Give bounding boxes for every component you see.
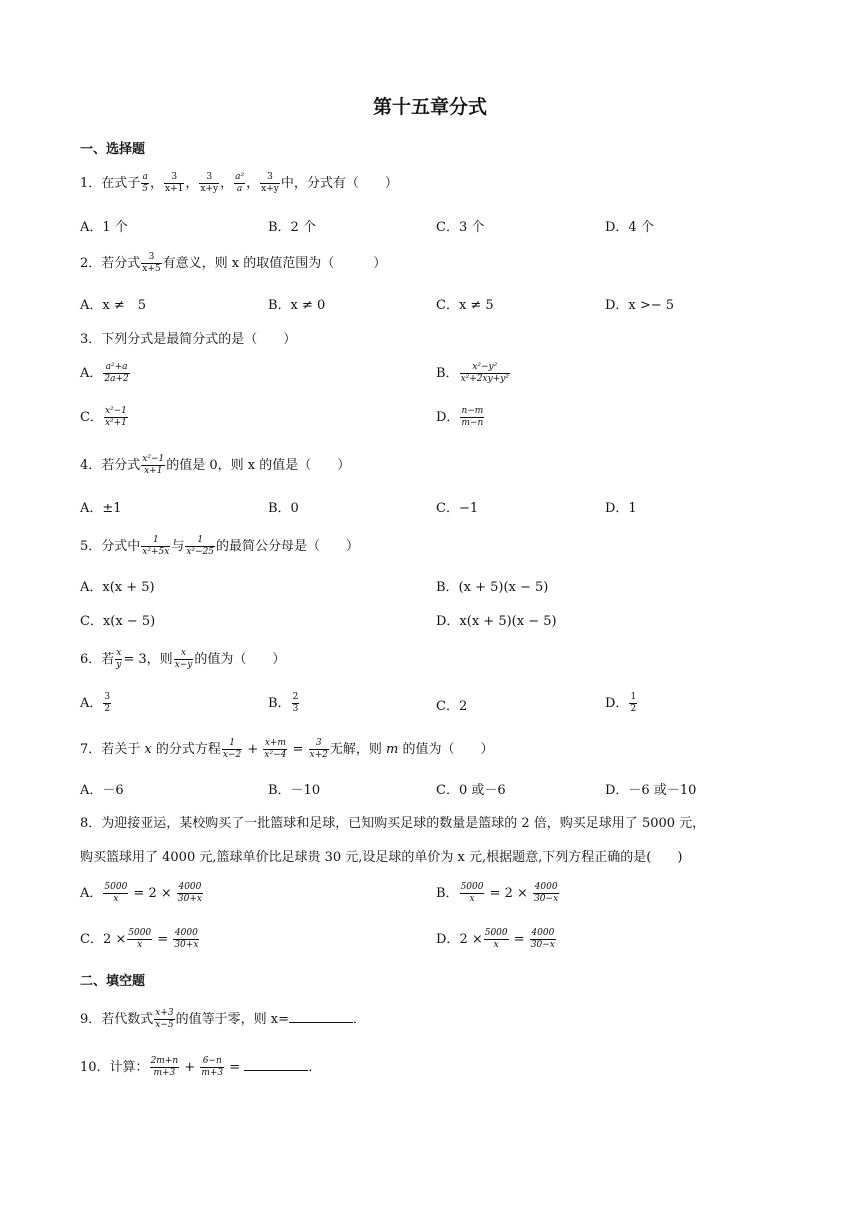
fraction: $\frac{\text{x²−y²}}{\text{x²+2xy+y²}}$ xyxy=(460,362,509,384)
question-text: 的值是 0，则 x 的值是（ ） xyxy=(166,458,351,473)
question-number: 2． xyxy=(80,256,102,271)
question-1: 1．在式子 $\frac{a}{5}$ ， $\frac{3}{x+1}$ ， $\frac{3}{x+y}$ ， $\frac{\text{a²}}{a}$ ， $\frac{3}{x+y}$ 中，分式有（ ） xyxy=(80,172,398,194)
fraction: $\frac{5000}{x}$ xyxy=(104,882,128,904)
fraction: $\frac{\text{x²−1}}{\text{x²+1}}$ xyxy=(104,406,127,428)
option-a[interactable]: A．±1 xyxy=(80,501,122,516)
question-6: 6．若 $\frac{x}{y}$ = 3，则 $\frac{x}{x-y}$ 的值为（ ） xyxy=(80,648,286,670)
fraction: $\frac{a}{5}$ xyxy=(142,172,149,194)
question-number: 9． xyxy=(80,1012,102,1027)
fraction: $\frac{x+m}{\text{x²−4}}$ xyxy=(264,738,287,760)
option-c[interactable]: C．−1 xyxy=(436,501,479,516)
fraction: $\frac{3}{x+y}$ xyxy=(261,172,279,194)
question-2 xyxy=(80,252,386,275)
fraction: $\frac{1}{\text{x²+5x}}$ xyxy=(142,535,170,557)
question-text: 若分式 xyxy=(101,256,141,271)
fraction: $\frac{3}{x+2}$ xyxy=(309,738,328,760)
option-c[interactable]: C． $\frac{\text{x²−1}}{\text{x²+1}}$ xyxy=(80,406,127,428)
fraction: $\frac{5000}{x}$ xyxy=(460,882,484,904)
fraction: $\frac{3}{x+1}$ xyxy=(165,172,184,194)
fraction: $\frac{5000}{x}$ xyxy=(484,928,508,950)
question-text: 的值为（ ） xyxy=(194,652,286,667)
option-d[interactable]: D．4 个 xyxy=(605,220,654,235)
option-d[interactable]: D． $\frac{1}{2}$ xyxy=(605,692,637,714)
fraction: $\frac{2}{3}$ xyxy=(292,692,299,714)
question-10: 10．计算： $\frac{2m+n}{m+3}$ + $\frac{6-n}{m+3}$ = ． xyxy=(80,1056,322,1078)
question-text: 下列分式是最简分式的是（ ） xyxy=(101,332,297,347)
option-a[interactable]: A．－6 xyxy=(80,783,124,798)
section-heading-fill: 二、填空题 xyxy=(80,974,146,989)
option-d[interactable]: D．x >− 5 xyxy=(605,298,675,313)
fraction: $\frac{4000}{30+x}$ xyxy=(174,928,199,950)
question-text: 分式中 xyxy=(101,539,141,554)
answer-blank[interactable] xyxy=(244,1058,308,1071)
question-text: 的最简公分母是（ ） xyxy=(216,539,360,554)
option-d[interactable]: D．－6 或－10 xyxy=(605,783,697,798)
question-9: 9．若代数式 $\frac{x+3}{x-5}$ 的值等于零，则 x= ． xyxy=(80,1008,367,1030)
section-heading-choice: 一、选择题 xyxy=(80,142,146,157)
fraction: $\frac{\text{a²+a}}{2a+2}$ xyxy=(104,362,129,384)
question-number: 5． xyxy=(80,539,102,554)
option-b[interactable]: B．－10 xyxy=(268,783,321,798)
fraction: $\frac{4000}{30-x}$ xyxy=(534,882,559,904)
option-a[interactable]: A．x ≠ 5 xyxy=(80,298,147,313)
fraction: $\frac{3}{x+y}$ xyxy=(200,172,219,194)
question-number: 10． xyxy=(80,1060,110,1075)
option-c[interactable]: C．0 或－6 xyxy=(436,783,506,798)
fraction: $\frac{x}{y}$ xyxy=(116,648,122,670)
question-4 xyxy=(80,454,350,477)
option-a[interactable]: A．1 个 xyxy=(80,220,128,235)
option-b[interactable]: B．(x + 5)(x − 5) xyxy=(436,580,549,595)
fraction: $\frac{1}{\text{x²−25}}$ xyxy=(186,535,215,557)
question-text: 若 xyxy=(101,652,115,667)
question-8-line-2: 购买篮球用了 4000 元,篮球单价比足球贵 30 元,设足球的单价为 x 元,根据题意,下列方程正确的是( ) xyxy=(80,850,683,865)
option-b[interactable]: B． $\frac{\text{x²−y²}}{\text{x²+2xy+y²}}$ xyxy=(436,362,509,384)
option-b[interactable]: B．x ≠ 0 xyxy=(268,298,326,313)
question-number: 3． xyxy=(80,332,102,347)
option-d[interactable]: D．2 × $\frac{5000}{x}$ = $\frac{4000}{30-x}$ xyxy=(436,928,555,950)
question-text: 有意义，则 x 的取值范围为（ ） xyxy=(162,256,387,271)
option-b[interactable]: B． $\frac{2}{3}$ xyxy=(268,692,299,714)
question-text: 若分式 xyxy=(101,458,141,473)
option-b[interactable]: B．2 个 xyxy=(268,220,316,235)
option-c[interactable]: C．2 × $\frac{5000}{x}$ = $\frac{4000}{30+x}$ xyxy=(80,928,199,950)
fraction: $\frac{6-n}{m+3}$ xyxy=(201,1056,224,1078)
answer-blank[interactable] xyxy=(289,1010,353,1023)
fraction: $\frac{4000}{30-x}$ xyxy=(530,928,555,950)
question-number: 4． xyxy=(80,458,102,473)
question-5: 5．分式中 $\frac{1}{\text{x²+5x}}$ 与 $\frac{1}{\text{x²−25}}$ 的最简公分母是（ ） xyxy=(80,535,360,557)
question-number: 1． xyxy=(80,176,102,191)
option-c[interactable]: C．2 xyxy=(436,699,468,714)
fraction: $\frac{2m+n}{m+3}$ xyxy=(150,1056,179,1078)
fraction: $\frac{1}{2}$ xyxy=(630,692,637,714)
fraction: $\frac{1}{x-2}$ xyxy=(222,738,242,760)
option-a[interactable]: A． $\frac{3}{2}$ xyxy=(80,692,111,714)
option-d[interactable]: D．1 xyxy=(605,501,637,516)
fraction: $\frac{3}{x+5}$ xyxy=(142,252,161,274)
fraction: $\frac{n-m}{m-n}$ xyxy=(461,406,484,428)
fraction: $\frac{4000}{30+x}$ xyxy=(177,882,202,904)
question-7: 7．若关于 x 的分式方程 $\frac{1}{x-2}$ + $\frac{x+m}{\text{x²−4}}$ = $\frac{3}{x+2}$ 无解，则 m 的值为（ ） xyxy=(80,738,494,760)
fraction: $\frac{x}{x-y}$ xyxy=(174,648,193,670)
question-text: 中，分式有（ ） xyxy=(280,176,398,191)
option-b[interactable]: B．0 xyxy=(268,501,299,516)
fraction: $\frac{\text{x²−1}}{x+1}$ xyxy=(142,454,165,476)
option-a[interactable]: A． $\frac{5000}{x}$ = 2 × $\frac{4000}{30+x}$ xyxy=(80,882,202,904)
question-8-line-1: 8．为迎接亚运，某校购买了一批篮球和足球，已知购买足球的数量是篮球的 2 倍，购买足球用了 5000 元， xyxy=(80,816,706,831)
page-title: 第十五章分式 xyxy=(372,96,487,118)
fraction: $\frac{\text{a²}}{a}$ xyxy=(235,172,245,194)
question-number: 6． xyxy=(80,652,102,667)
fraction: $\frac{3}{2}$ xyxy=(104,692,111,714)
option-c[interactable]: C．x ≠ 5 xyxy=(436,298,494,313)
option-d[interactable]: D．x(x + 5)(x − 5) xyxy=(436,614,557,629)
option-a[interactable]: A．x(x + 5) xyxy=(80,580,155,595)
option-c[interactable]: C．x(x − 5) xyxy=(80,614,156,629)
option-a[interactable]: A． $\frac{\text{a²+a}}{2a+2}$ xyxy=(80,362,129,384)
question-number: 7． xyxy=(80,742,102,757)
option-d[interactable]: D． $\frac{n-m}{m-n}$ xyxy=(436,406,484,428)
fraction: $\frac{5000}{x}$ xyxy=(128,928,152,950)
option-c[interactable]: C．3 个 xyxy=(436,220,485,235)
fraction: $\frac{x+3}{x-5}$ xyxy=(155,1008,174,1030)
question-3 xyxy=(80,328,296,347)
option-b[interactable]: B． $\frac{5000}{x}$ = 2 × $\frac{4000}{30-x}$ xyxy=(436,882,559,904)
question-text: 在式子 xyxy=(101,176,141,191)
